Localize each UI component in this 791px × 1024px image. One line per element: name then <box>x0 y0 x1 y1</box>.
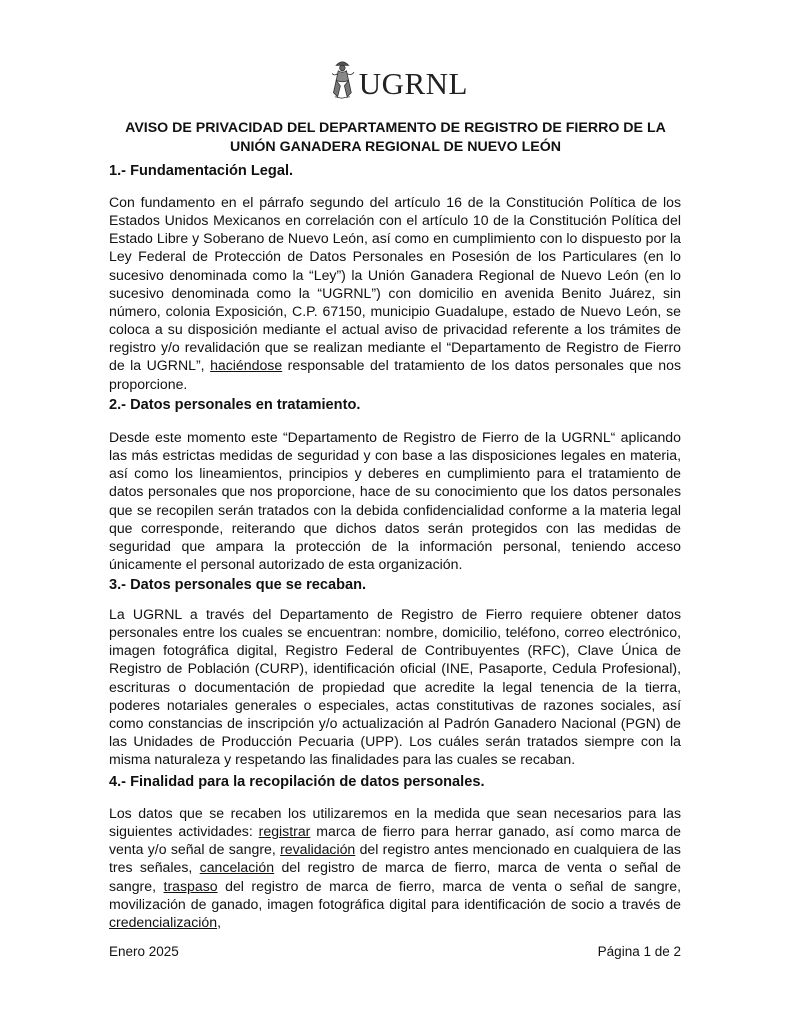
title-line-1: AVISO DE PRIVACIDAD DEL DEPARTAMENTO DE REGISTRO DE FIERRO DE LA <box>125 120 666 136</box>
section-4-text-6: , <box>217 913 222 930</box>
cowboy-figure-icon <box>328 49 357 109</box>
document-title <box>100 119 691 157</box>
section-4-text-2: marca de fierro para herrar ganado, así como marca de venta y/o señal de sangre, <box>109 823 682 858</box>
term-registrar: registrar <box>258 823 311 840</box>
section-4-text-1: Los datos que se recaben los utilizaremos en la medida que sean necesarios para las siguientes actividades: <box>109 805 681 840</box>
logo-text: UGRNL <box>358 66 468 101</box>
section-1-paragraph <box>109 193 681 393</box>
section-1-heading: 1.- Fundamentación Legal. <box>109 163 294 179</box>
footer-page-number: Página 1 de 2 <box>597 944 681 959</box>
footer-date: Enero 2025 <box>109 944 179 959</box>
section-4-paragraph <box>109 804 681 931</box>
underlined-term: haciéndose <box>210 357 283 374</box>
section-4-heading: 4.- Finalidad para la recopilación de datos personales. <box>109 774 485 790</box>
term-traspaso: traspaso <box>163 877 218 894</box>
section-2-heading: 2.- Datos personales en tratamiento. <box>109 397 361 413</box>
section-2-paragraph: Desde este momento este “Departamento de Registro de Fierro de la UGRNL“ aplicando las más estrictas medidas de seguridad y con base a las disposiciones legales en materia, así como los lineamientos, principios y deberes en cumplimiento para el tratamiento de datos personales que nos proporcione, hace de su conocimiento que los datos personales que se recopilen serán tratados con la debida confidencialidad conforme a la materia legal que corresponde, reiterando que dichos datos serán protegidos con las medidas de seguridad que ampara la protección de la información personal, teniendo acceso únicamente el personal autorizado de esta organización. <box>109 429 681 573</box>
section-1-text-b: responsable del tratamiento de los datos personales que nos proporcione. <box>109 357 682 392</box>
term-credencializacion: credencialización <box>109 913 218 930</box>
section-4-text-4: del registro de marca de fierro, marca de venta o señal de sangre, <box>109 859 681 894</box>
section-3-heading: 3.- Datos personales que se recaban. <box>109 577 367 593</box>
section-4-text-3: del registro antes mencionado en cualquiera de las tres señales, <box>109 841 681 876</box>
title-line-2: UNIÓN GANADERA REGIONAL DE NUEVO LEÓN <box>229 139 562 155</box>
ugrnl-logo <box>328 48 468 110</box>
section-4-text-5: del registro de marca de fierro, marca de venta o señal de sangre, movilización de ganado, imagen fotográfica digital para identificación de socio a través de <box>109 877 682 912</box>
section-1-text-a: Con fundamento en el párrafo segundo del artículo 16 de la Constitución Política de los Estados Unidos Mexicanos en correlación con el artículo 10 de la Constitución Política del Estado Libre y Soberano de Nuevo León, así como en cumplimiento con lo dispuesto por la Ley Federal de Protección de Datos Personales en Posesión de los Particulares (en lo sucesivo denominada como la “Ley”) la Unión Ganadera Regional de Nuevo León (en lo sucesivo denominada como la “UGRNL”) con domicilio en avenida Benito Juárez, sin número, colonia Exposición, C.P. 67150, municipio Guadalupe, estado de Nuevo León, se coloca a su disposición mediante el actual aviso de privacidad referente a los trámites de registro y/o revalidación que se realizan mediante el “Departamento de Registro de Fierro de la UGRNL”, <box>109 194 681 374</box>
section-3-paragraph: La UGRNL a través del Departamento de Registro de Fierro requiere obtener datos personales entre los cuales se encuentran: nombre, domicilio, teléfono, correo electrónico, imagen fotográfica digital, Registro Federal de Contribuyentes (RFC), Clave Única de Registro de Población (CURP), identificación oficial (INE, Pasaporte, Cedula Profesional), escrituras o documentación de propiedad que acredite la legal tenencia de la tierra, poderes notariales generales o especiales, actas constitutivas de razones sociales, así como constancias de inscripción y/o actualización al Padrón Ganadero Nacional (PGN) de las Unidades de Producción Pecuaria (UPP). Los cuáles serán tratados siempre con la misma naturaleza y respetando las finalidades para las cuales se recaban. <box>109 606 681 768</box>
term-revalidacion: revalidación <box>280 841 356 858</box>
term-cancelacion: cancelación <box>199 859 275 876</box>
